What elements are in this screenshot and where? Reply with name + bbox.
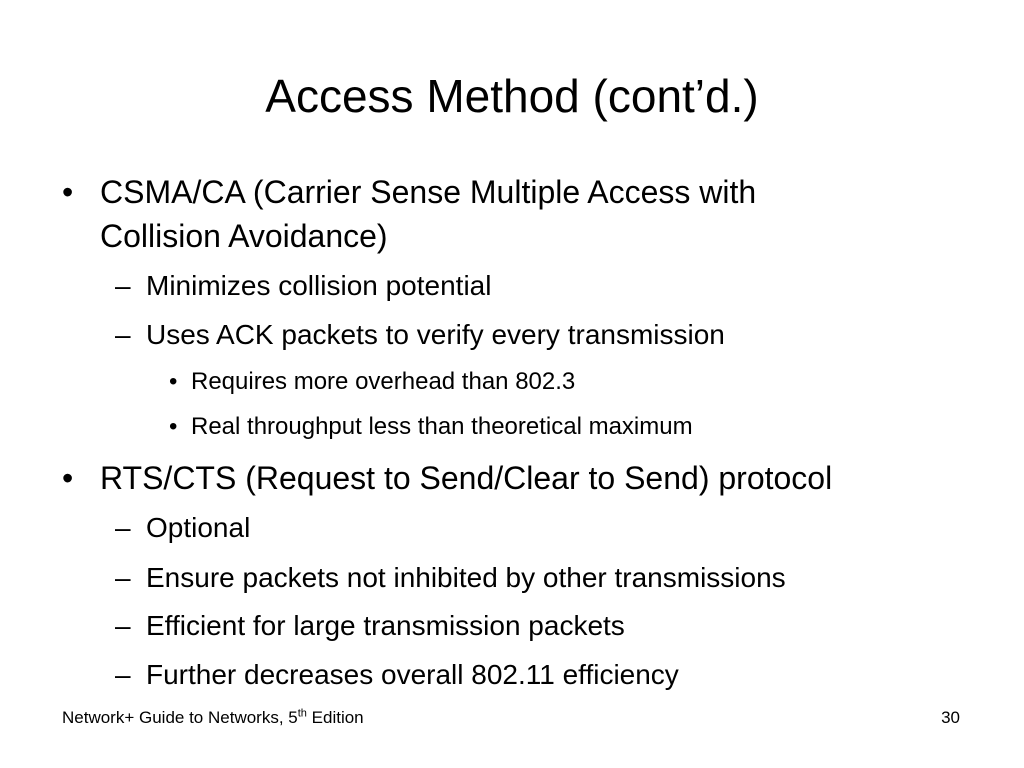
dot-marker: •	[169, 413, 178, 440]
bullet-text-line-2: Collision Avoidance)	[100, 218, 388, 254]
sub-bullet-further-decreases	[0, 655, 1024, 695]
sub-sub-bullet-throughput	[0, 411, 1024, 443]
bullet-text-line-1: RTS/CTS (Request to Send/Clear to Send) protocol	[100, 460, 833, 496]
bullet-csma-ca	[0, 170, 1024, 258]
dash-marker: –	[115, 512, 131, 543]
sub-sub-bullet-text: Real throughput less than theoretical maximum	[191, 413, 693, 440]
sub-bullet-text: Ensure packets not inhibited by other transmissions	[146, 562, 786, 593]
footer-source-prefix: Network+ Guide to Networks, 5	[62, 708, 298, 727]
sub-bullet-minimizes-collision	[0, 266, 1024, 306]
sub-bullet-text: Minimizes collision potential	[146, 270, 492, 301]
bullet-text-line-1: CSMA/CA (Carrier Sense Multiple Access with	[100, 174, 757, 210]
dash-marker: –	[115, 319, 131, 350]
footer-source-suffix: Edition	[306, 708, 364, 727]
sub-bullet-ensure-packets	[0, 558, 1024, 598]
sub-bullet-optional	[0, 508, 1024, 548]
footer-source-superscript: th	[297, 707, 307, 720]
dash-marker: –	[115, 562, 131, 593]
dot-marker: •	[169, 368, 178, 395]
dash-marker: –	[115, 659, 131, 690]
sub-sub-bullet-overhead	[0, 366, 1024, 398]
footer-source	[62, 706, 364, 730]
dash-marker: –	[115, 270, 131, 301]
page-number: 30	[941, 708, 960, 727]
sub-bullet-uses-ack	[0, 315, 1024, 355]
sub-bullet-text: Further decreases overall 802.11 efficiency	[146, 659, 679, 690]
slide-title: Access Method (cont’d.)	[265, 70, 759, 122]
bullet-marker: •	[62, 460, 74, 496]
sub-sub-bullet-text: Requires more overhead than 802.3	[191, 368, 576, 395]
sub-bullet-text: Optional	[146, 512, 251, 543]
dash-marker: –	[115, 610, 131, 641]
sub-bullet-efficient	[0, 606, 1024, 646]
bullet-marker: •	[62, 174, 74, 210]
sub-bullet-text: Uses ACK packets to verify every transmission	[146, 319, 725, 350]
sub-bullet-text: Efficient for large transmission packets	[146, 610, 625, 641]
bullet-rts-cts	[0, 456, 1024, 500]
